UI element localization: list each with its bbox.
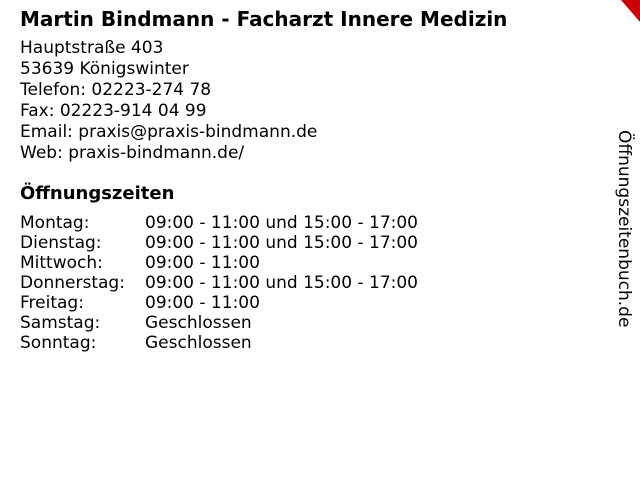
day-label: Dienstag:: [20, 233, 102, 253]
page-title: Martin Bindmann - Facharzt Innere Medizin: [20, 7, 508, 31]
time-value: 09:00 - 11:00: [145, 253, 260, 273]
day-label: Sonntag:: [20, 333, 97, 353]
time-value: 09:00 - 11:00 und 15:00 - 17:00: [145, 273, 418, 293]
hours-row-sunday: [20, 333, 418, 353]
opening-hours-heading: Öffnungszeiten: [20, 183, 175, 204]
day-label: Montag:: [20, 213, 90, 233]
address-street: Hauptstraße 403: [20, 38, 164, 58]
phone-line: Telefon: 02223-274 78: [20, 80, 212, 100]
hours-row-thursday: [20, 273, 418, 293]
hours-row-saturday: [20, 313, 418, 333]
time-value: Geschlossen: [145, 333, 252, 353]
web-line: Web: praxis-bindmann.de/: [20, 143, 245, 163]
email-line: Email: praxis@praxis-bindmann.de: [20, 122, 318, 142]
hours-row-wednesday: [20, 253, 418, 273]
watermark-text: Öffnungszeitenbuch.de: [614, 130, 634, 328]
corner-triangle-icon: [621, 0, 640, 22]
time-value: Geschlossen: [145, 313, 252, 333]
time-value: 09:00 - 11:00: [145, 293, 260, 313]
hours-row-friday: [20, 293, 418, 313]
contact-block: [20, 38, 317, 164]
time-value: 09:00 - 11:00 und 15:00 - 17:00: [145, 213, 418, 233]
day-label: Samstag:: [20, 313, 101, 333]
opening-hours-table: [20, 213, 418, 353]
address-city: 53639 Königswinter: [20, 59, 189, 79]
hours-row-tuesday: [20, 233, 418, 253]
fax-line: Fax: 02223-914 04 99: [20, 101, 207, 121]
time-value: 09:00 - 11:00 und 15:00 - 17:00: [145, 233, 418, 253]
hours-row-monday: [20, 213, 418, 233]
day-label: Mittwoch:: [20, 253, 103, 273]
day-label: Freitag:: [20, 293, 84, 313]
day-label: Donnerstag:: [20, 273, 125, 293]
